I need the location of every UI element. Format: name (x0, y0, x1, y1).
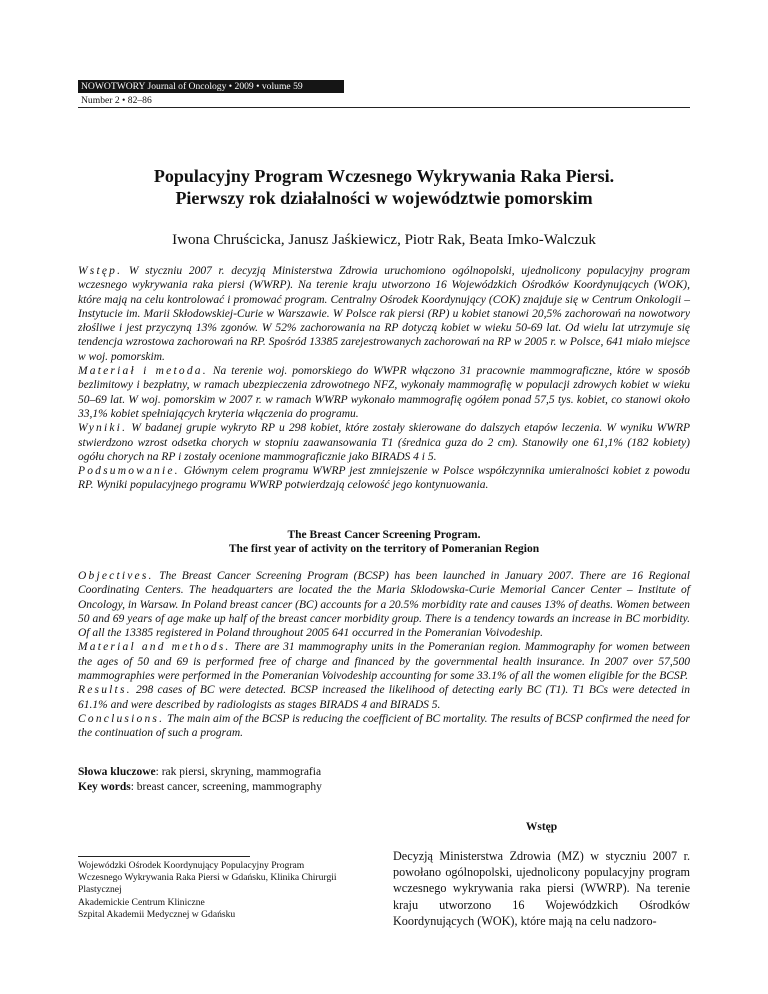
abstract-pl-conclusions (78, 464, 690, 493)
abstract-en-results-text: 298 cases of BC were detected. BCSP increased the likelihood of detecting early BC (T1). T1 BCs were detected in 61.1% and were described by radiologists as stages BIRADS 4 and BIRADS 5. (78, 684, 690, 711)
abstract-pl-intro-label: Wstęp. (78, 265, 123, 277)
abstract-en-conclusions-text: The main aim of the BCSP is reducing the coefficient of BC mortality. The results of BCSP confirmed the need for the continuation of such a program. (78, 712, 691, 740)
abstract-english (78, 569, 690, 741)
abstract-en-objectives (78, 569, 690, 640)
footnote-line-4: Szpital Akademii Medycznej w Gdańsku (78, 908, 236, 920)
journal-name: NOWOTWORY Journal of Oncology • 2009 • volume 59 (78, 80, 344, 93)
keywords-en-text: : breast cancer, screening, mammography (130, 781, 322, 793)
abstract-en-objectives-text: The Breast Cancer Screening Program (BCSP) has been launched in January 2007. There are 16 Regional Coordinating Centers. The headquarters are located the the Maria Sklodowska-Curie Memorial Cancer Center – Institute of Oncology, in Warsaw. In Poland breast cancer (BC) accounts for a 20.5% morbidity rate and causes 13% of deaths. Women between 50 and 69 years of age make up half of the breast cancer morbidity group. There is a tendency towards an increase in BC morbidity. Of all the 13385 registered in Poland throughout 2005 641 occurred in the Pomeranian Voivodeship. (78, 570, 690, 640)
authors: Iwona Chruścicka, Janusz Jaśkiewicz, Piotr Rak, Beata Imko-Walczuk (172, 232, 596, 248)
abstract-pl-methods-text: Na terenie woj. pomorskiego do WWPR włączono 31 pracownie mammograficzne, które w sposób bezlimitowy i bezpłatny, w ramach ubezpieczenia zdrowotnego NFZ, wykonały mammografię w populacji zdrowych kobiet w wieku 50–69 lat. W woj. pomorskim w 2007 r. w ramach WWRP wykonało mammografię ogółem ponad 57,5 tys. kobiet, co stanowi około 33,1% kobiet spełniających kryteria włączenia do programu. (78, 365, 691, 420)
keywords (78, 765, 690, 795)
abstract-en-conclusions-label: Conclusions. (78, 712, 165, 725)
abstract-pl-results-text: W badanej grupie wykryto RP u 298 kobiet, które zostały skierowane do dalszych etapów leczenia. W wyniku WWRP stwierdzono wzrost odsetka chorych w stopniu zaawansowania T1 (średnica guza do 2 cm). Stanowiły one 61,1% (182 kobiety) ogółu chorych na RP i zostały ocenione mammograficznie jako BIRADS 4 i 5. (78, 422, 691, 463)
abstract-pl-conclusions-text: Głównym celem programu WWRP jest zmniejszenie w Polsce współczynnika umieralności kobiet z powodu RP. Wyniki populacyjnego programu WWRP potwierdzają celowość jego kontynuowania. (78, 465, 691, 492)
footnote-line-1: Wojewódzki Ośrodek Koordynujący Populacyjny Program (78, 860, 305, 871)
abstract-en-results-label: Results. (78, 684, 132, 697)
abstract-pl-methods-label: Materiał i metoda. (78, 365, 208, 378)
abstract-en-methods-text: There are 31 mammography units in the Pomeranian region. Mammography for women between the ages of 50 and 69 is performed free of charge and financed by the governmental health insurance. In 2007 over 57,500 mammographies were performed in the Pomeranian Voivodeship accounting for some 33.1% of all the women eligible for the BCSP. (78, 641, 690, 683)
abstract-pl-methods (78, 364, 690, 421)
abstract-pl-conclusions-label: Podsumowanie. (78, 465, 180, 478)
footnote-line-2: Wczesnego Wykrywania Raka Piersi w Gdańsku, Klinika Chirurgii Plastycznej (78, 872, 337, 896)
abstract-en-conclusions (78, 712, 690, 741)
header-rule (78, 107, 690, 108)
abstract-pl-intro-text: W styczniu 2007 r. decyzją Ministerstwa Zdrowia uruchomiono ogólnopolski, ujednolicony populacyjny program wczesnego wykrywania raka piersi (WWRP). Na terenie kraju utworzono 16 Wojewódzkich Ośrodków Koordynujących (WOK), które mają na celu kontrolować i promować program. Centralny Ośrodek Koordynujący (COK) znajduje się w Centrum Onkologii – Instytucie im. Marii Skłodowskiej-Curie w Warszawie. W Polsce rak piersi (RP) u kobiet stanowi 20,5% zachorowań na nowotwory złośliwe i jest przyczyną 13% zgonów. W 52% zachorowania na RP dotyczą kobiet w wieku 50-69 lat. Od wielu lat utrzymuje się tendencja wzrostowa zachorowań na RP. Spośród 13385 zarejestrowanych zachorowań na RP w 2005 r. w Polsce, 641 miało miejsce w woj. pomorskim. (78, 265, 691, 363)
footnote-line-3: Akademickie Centrum Kliniczne (78, 896, 205, 908)
article-title (78, 165, 690, 209)
intro-paragraph: Decyzją Ministerstwa Zdrowia (MZ) w styczniu 2007 r. powołano ogólnopolski, ujednolicony populacyjny program wczesnego wykrywania raka piersi (WWRP). Na terenie kraju utworzono 16 Wojewódzkich Ośrodków Koordynujących (WOK), które mają na celu nadzoro- (393, 849, 690, 928)
section-heading-intro: Wstęp (525, 821, 558, 833)
title-line-2: Pierwszy rok działalności w województwie pomorskim (175, 188, 593, 208)
abstract-en-objectives-label: Objectives. (78, 570, 154, 582)
keywords-english (78, 780, 690, 795)
english-title (78, 528, 690, 556)
abstract-pl-results-label: Wyniki. (78, 422, 128, 435)
keywords-en-label: Key words (78, 781, 131, 793)
abstract-polish (78, 264, 690, 493)
english-title-line-2: The first year of activity on the territory of Pomeranian Region (228, 543, 540, 555)
keywords-pl-label: Słowa kluczowe (78, 766, 156, 778)
affiliation-footnote (78, 860, 368, 921)
abstract-en-methods (78, 640, 690, 683)
journal-issue: Number 2 • 82–86 (81, 95, 152, 106)
intro-body-text (393, 848, 690, 929)
journal-header (78, 80, 344, 107)
keywords-polish (78, 765, 690, 780)
keywords-pl-text: : rak piersi, skryning, mammografia (155, 766, 322, 778)
abstract-pl-results (78, 421, 690, 464)
english-title-line-1: The Breast Cancer Screening Program. (287, 529, 481, 541)
title-line-1: Populacyjny Program Wczesnego Wykrywania Raka Piersi. (153, 166, 615, 186)
abstract-en-results (78, 683, 690, 712)
abstract-en-methods-label: Material and methods. (78, 641, 231, 654)
abstract-pl-intro (78, 264, 690, 364)
footnote-rule (78, 856, 250, 857)
